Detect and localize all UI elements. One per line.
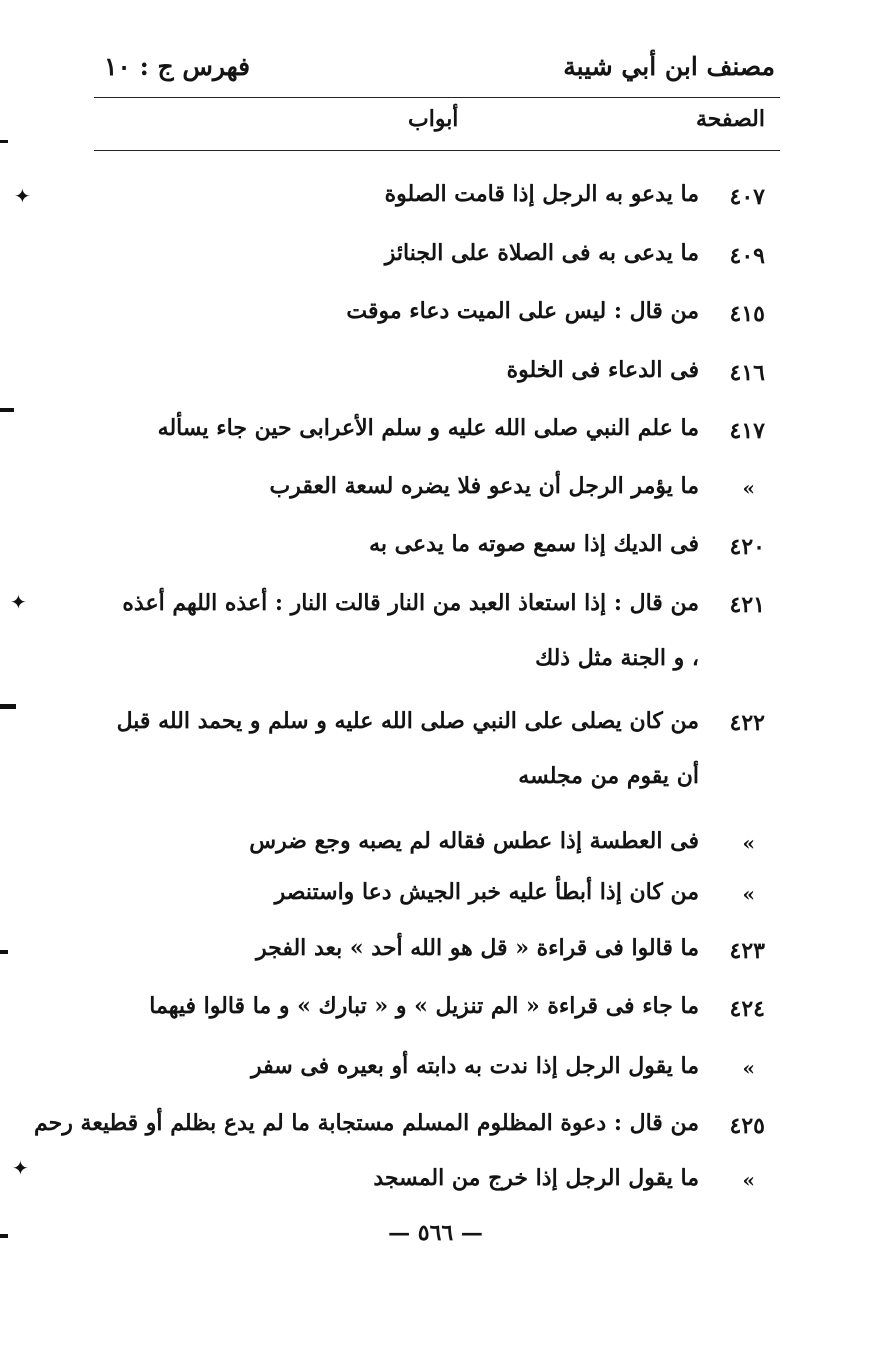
page-number: — ٥٦٦ — (388, 1220, 483, 1246)
entry-title: من كان يصلى على النبي صلى الله عليه و سلم و يحمد الله قبل أن يقوم من مجلسه (116, 708, 699, 789)
scan-mark (0, 950, 8, 954)
entry-title: من قال : ليس على الميت دعاء موقت (346, 298, 699, 324)
ditto-mark: « (742, 831, 755, 855)
scan-mark (0, 704, 16, 709)
scan-mark-star-icon: ✦ (10, 590, 27, 614)
entry-title: من قال : إذا استعاذ العبد من النار قالت النار : أعذه اللهم أعذه ، و الجنة مثل ذلك (122, 590, 699, 671)
ditto-mark: « (742, 1056, 755, 1080)
ditto-mark: « (742, 476, 755, 500)
entry-page-number: ٤٢٢ (729, 710, 765, 736)
entry-title: ما جاء فى قراءة « الم تنزيل » و « تبارك » و ما قالوا فيهما (149, 993, 699, 1019)
entry-title: ما يقول الرجل إذا خرج من المسجد (373, 1165, 699, 1191)
scan-mark (0, 408, 14, 412)
column-header-chapters: أبواب (408, 106, 459, 132)
book-title: مصنف ابن أبي شيبة (563, 52, 775, 81)
ditto-mark: « (742, 882, 755, 906)
entry-title: فى الديك إذا سمع صوته ما يدعى به (369, 531, 699, 557)
entry-title: فى العطسة إذا عطس فقاله لم يصبه وجع ضرس (249, 828, 699, 854)
header-rule-top (94, 97, 780, 98)
entry-title: ما يدعى به فى الصلاة على الجنائز (384, 240, 699, 266)
entry-page-number: ٤١٧ (729, 418, 765, 444)
entry-title: ما يؤمر الرجل أن يدعو فلا يضره لسعة العقرب (269, 473, 699, 499)
entry-page-number: ٤١٥ (729, 301, 765, 327)
scan-mark-star-icon: ✦ (14, 184, 31, 208)
entry-page-number: ٤٢٠ (729, 534, 765, 560)
entry-title: ما يقول الرجل إذا ندت به دابته أو بعيره فى سفر (250, 1053, 699, 1079)
entry-page-number: ٤٢٣ (729, 938, 765, 964)
entry-title: فى الدعاء فى الخلوة (506, 357, 699, 383)
entry-page-number: ٤٠٩ (729, 243, 765, 269)
entry-title: من كان إذا أبطأ عليه خبر الجيش دعا واستنصر (274, 879, 699, 905)
scan-mark-star-icon: ✦ (12, 1156, 29, 1180)
header-rule-bottom (94, 150, 780, 151)
index-label: فهرس ج : ١٠ (104, 52, 251, 81)
entry-page-number: ٤٢٤ (729, 996, 765, 1022)
entry-page-number: ٤٠٧ (729, 184, 765, 210)
ditto-mark: « (742, 1168, 755, 1192)
entry-page-number: ٤٢٥ (729, 1113, 765, 1139)
entry-page-number: ٤٢١ (729, 592, 765, 618)
entry-title: ما يدعو به الرجل إذا قامت الصلوة (384, 181, 699, 207)
scan-mark (0, 140, 8, 143)
entry-title: من قال : دعوة المظلوم المسلم مستجابة ما لم يدع بظلم أو قطيعة رحم (34, 1110, 699, 1136)
entry-title: ما علم النبي صلى الله عليه و سلم الأعرابى حين جاء يسأله (157, 415, 699, 441)
entry-page-number: ٤١٦ (729, 360, 765, 386)
column-header-page: الصفحة (695, 106, 765, 132)
scan-mark (0, 1234, 8, 1238)
entry-title: ما قالوا فى قراءة « قل هو الله أحد » بعد الفجر (256, 935, 699, 961)
